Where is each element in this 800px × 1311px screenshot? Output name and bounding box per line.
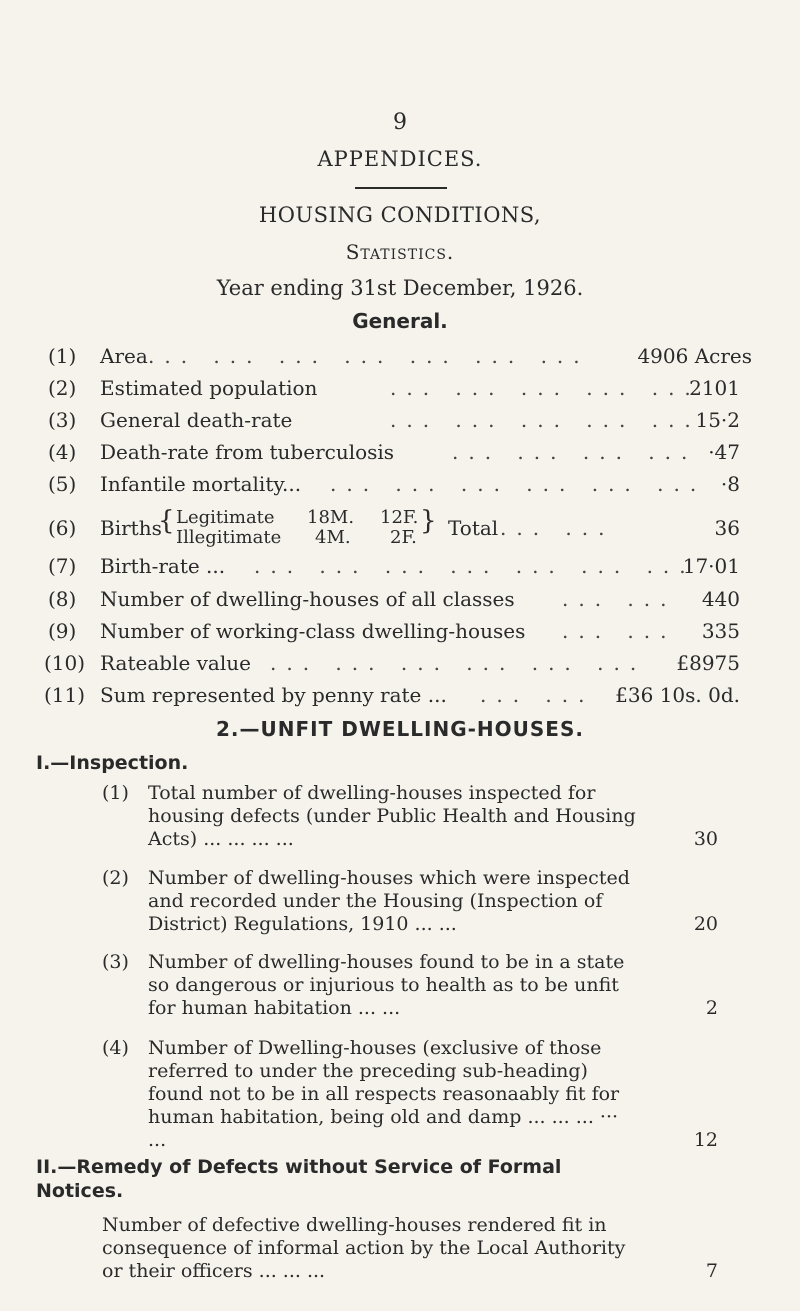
title-rule: [355, 187, 447, 189]
general-row-births: [0, 506, 800, 550]
inspection-heading: I.—Inspection.: [36, 752, 189, 774]
row-label: Birth-rate ...: [100, 554, 226, 578]
row-value: 440: [701, 587, 740, 611]
legitimate-female: 12F.: [380, 507, 419, 528]
row-label: Rateable value: [100, 651, 251, 675]
leader-dots: ... ... ... ...: [452, 440, 698, 464]
row-label: Infantile mortality...: [100, 472, 302, 496]
general-row-penny-rate: [0, 683, 800, 713]
row-value: 15·2: [695, 408, 740, 432]
leader-dots: ... ...: [480, 683, 595, 707]
right-brace: }: [420, 506, 437, 536]
item-number: (3): [102, 951, 129, 973]
inspection-item: [102, 782, 742, 862]
left-brace: {: [158, 506, 175, 536]
remedy-heading: II.—Remedy of Defects without Service of Formal Notices.: [36, 1156, 562, 1202]
row-label: Death-rate from tuberculosis: [100, 440, 395, 464]
row-label: General death-rate: [100, 408, 293, 432]
general-row-death-rate: [0, 408, 800, 438]
leader-dots: ... ...: [562, 587, 677, 611]
general-row-area: [0, 344, 800, 374]
item-value: 7: [705, 1260, 718, 1282]
row-number: (9): [48, 619, 77, 643]
illegitimate-female: 2F.: [390, 527, 417, 548]
inspection-item: [102, 1037, 742, 1151]
row-label: Number of working-class dwelling-houses: [100, 619, 526, 643]
row-number: (11): [44, 683, 86, 707]
item-number: (2): [102, 867, 129, 889]
general-row-rateable-value: [0, 651, 800, 681]
row-value: 4906 Acres: [637, 344, 752, 368]
leader-dots: ... ... ... ... ...: [390, 408, 701, 432]
illegitimate-male: 4M.: [315, 527, 351, 548]
remedy-item: [102, 1214, 742, 1294]
legitimate-label: Legitimate: [176, 507, 275, 528]
item-number: (1): [102, 782, 129, 804]
row-number: (8): [48, 587, 77, 611]
leader-dots: ... ... ... ... ... ...: [330, 472, 707, 496]
row-number: (7): [48, 554, 77, 578]
row-value: 17·01: [682, 554, 740, 578]
unfit-heading: 2.—UNFIT DWELLING-HOUSES.: [216, 717, 584, 741]
row-number: (3): [48, 408, 77, 432]
item-value: 2: [705, 997, 718, 1019]
legitimate-male: 18M.: [307, 507, 355, 528]
statistics-subheading: Statistics.: [345, 240, 455, 264]
general-heading: General.: [352, 309, 448, 333]
item-value: 20: [693, 913, 718, 935]
leader-dots: ... ... ... ... ... ... ...: [254, 554, 696, 578]
item-text: Number of dwelling-houses found to be in a state so dangerous or injurious to health as to be unfit for human habitation ... ...: [148, 951, 625, 1019]
illegitimate-label: Illegitimate: [176, 527, 282, 548]
item-text: Number of defective dwelling-houses rendered fit in consequence of informal action by the Local Authority or their officers ... ... ...: [102, 1214, 626, 1282]
row-number: (5): [48, 472, 77, 496]
general-row-dwelling-houses: [0, 587, 800, 617]
row-value: 36: [714, 516, 740, 540]
row-number: (2): [48, 376, 77, 400]
item-text: Number of Dwelling-houses (exclusive of those referred to under the preceding sub-heading) found not to be in all respects reasonaably fit for human habitation, being old and damp ... ... ... ··· ...: [148, 1037, 620, 1151]
row-label: Births: [100, 516, 162, 540]
row-value: 2101: [689, 376, 740, 400]
row-label: Area: [100, 344, 148, 368]
item-number: (4): [102, 1037, 129, 1059]
leader-dots: ... ...: [562, 619, 677, 643]
page-number: 9: [393, 110, 407, 135]
row-number: (10): [44, 651, 86, 675]
row-value: £36 10s. 0d.: [615, 683, 740, 707]
year-line: Year ending 31st December, 1926.: [216, 276, 584, 300]
housing-heading: HOUSING CONDITIONS,: [258, 203, 542, 227]
general-row-population: [0, 376, 800, 406]
row-value: £8975: [676, 651, 740, 675]
general-row-tb-death-rate: [0, 440, 800, 470]
row-label: Number of dwelling-houses of all classes: [100, 587, 515, 611]
general-row-infantile-mortality: [0, 472, 800, 502]
inspection-item: [102, 867, 742, 947]
item-text: Number of dwelling-houses which were inspected and recorded under the Housing (Inspection of District) Regulations, 1910 ... ...: [148, 867, 630, 935]
row-number: (1): [48, 344, 77, 368]
inspection-item: [102, 951, 742, 1031]
general-row-birth-rate: [0, 554, 800, 584]
appendices-title: APPENDICES.: [317, 147, 483, 171]
total-label: Total: [448, 516, 499, 540]
row-number: (6): [48, 516, 77, 540]
item-value: 30: [693, 828, 718, 850]
row-label: Sum represented by penny rate ...: [100, 683, 447, 707]
item-value: 12: [693, 1129, 718, 1151]
leader-dots: ... ... ... ... ...: [390, 376, 701, 400]
row-value: ·47: [708, 440, 740, 464]
leader-dots: ... ...: [500, 516, 615, 540]
row-label: Estimated population: [100, 376, 318, 400]
row-number: (4): [48, 440, 77, 464]
leader-dots: ... ... ... ... ... ...: [270, 651, 647, 675]
row-value: 335: [701, 619, 740, 643]
general-row-working-class: [0, 619, 800, 649]
leader-dots: ... ... ... ... ... ... ...: [148, 344, 590, 368]
row-value: ·8: [720, 472, 740, 496]
item-text: Total number of dwelling-houses inspected for housing defects (under Public Health and Housing Acts) ... ... ... ...: [148, 782, 636, 850]
